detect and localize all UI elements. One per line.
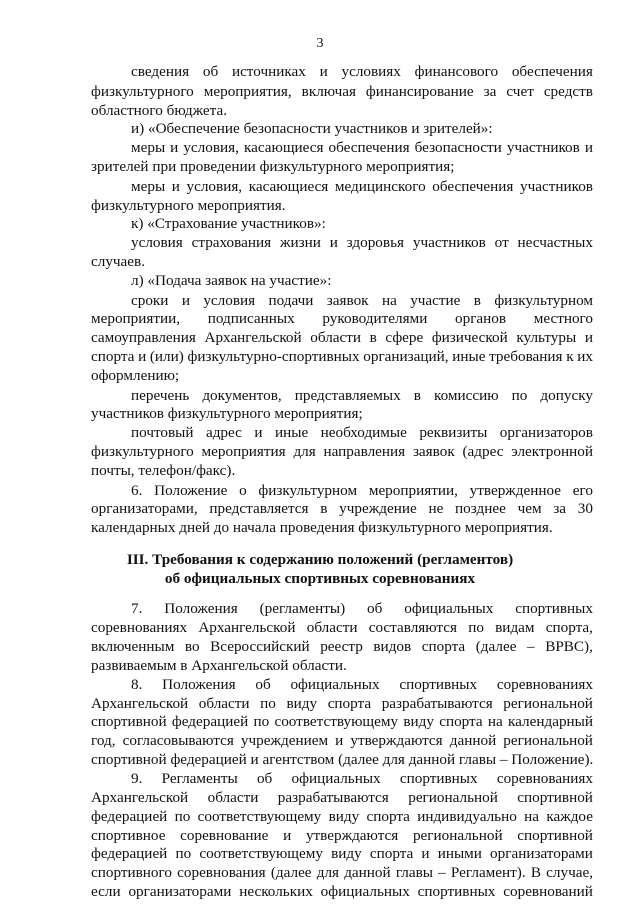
word: случае,: [546, 864, 593, 882]
word: (далее: [270, 864, 312, 882]
word: участие: [410, 291, 461, 309]
word: не: [428, 500, 444, 518]
word: главы: [395, 864, 433, 882]
word: Архангельской: [91, 788, 189, 806]
word: реестр: [320, 638, 363, 656]
word: спортивного: [91, 864, 172, 882]
word: здоровья: [346, 234, 404, 252]
word: документов,: [202, 386, 282, 404]
word: от: [494, 234, 509, 252]
word: (адрес: [462, 443, 504, 461]
word: спорта: [369, 845, 414, 863]
word: во: [184, 638, 200, 656]
word: области: [198, 694, 250, 712]
word: сведения: [131, 63, 190, 80]
word: и: [335, 732, 344, 750]
word: физкультурного: [91, 82, 194, 100]
word: средств: [543, 82, 593, 100]
word: организаторами: [128, 883, 232, 900]
word: 30: [577, 500, 593, 518]
word: В: [530, 864, 541, 882]
section-heading: об официальных спортивных соревнованиях: [164, 570, 476, 588]
word: соревнованиях: [91, 619, 188, 637]
word: для: [316, 864, 340, 882]
word: физкультурном: [258, 481, 358, 499]
word: заявок: [326, 291, 369, 309]
word: (регламенты): [259, 600, 346, 618]
word: утверждаются: [350, 732, 443, 750]
word: официальных: [291, 770, 381, 787]
word: в: [320, 500, 328, 518]
word: иные: [274, 424, 309, 442]
text-line: почты, телефон/факс).: [91, 461, 236, 479]
word: для: [293, 443, 316, 461]
word: его: [572, 481, 593, 499]
word: области: [310, 329, 362, 347]
word: Всероссийский: [210, 638, 310, 656]
word: культуры: [516, 329, 577, 347]
word: чем: [517, 500, 542, 518]
text-line: календарных дней до начала проведения физкультурного мероприятия.: [91, 519, 553, 537]
word: условия,: [186, 177, 243, 195]
word: физической: [431, 329, 508, 347]
word: мероприятия,: [203, 82, 292, 100]
word: соревнованиях: [496, 675, 593, 693]
word: Архангельской: [91, 694, 189, 712]
word: за: [553, 500, 567, 518]
page-number: 3: [316, 36, 324, 51]
word: и: [319, 63, 328, 80]
word: включенным: [91, 638, 175, 656]
word: на: [381, 291, 397, 309]
word: каждое: [546, 807, 593, 825]
word: об: [367, 600, 383, 618]
word: касающиеся: [248, 177, 329, 195]
word: федерацией: [171, 713, 249, 731]
word: финансового: [414, 63, 499, 80]
word: условия: [131, 234, 183, 252]
word: организаторов: [499, 424, 593, 442]
word: мероприятия: [201, 443, 286, 461]
word: официальных: [320, 883, 410, 900]
word: видов: [373, 638, 412, 656]
word: обеспечения: [328, 139, 410, 157]
word: организаций,: [363, 348, 449, 366]
word: медицинского: [334, 177, 426, 195]
word: соревнованиях: [496, 770, 593, 787]
word: спортивной: [517, 788, 593, 806]
word: позднее: [455, 500, 506, 518]
word: –: [527, 638, 535, 656]
word: виду: [328, 807, 360, 825]
word: условия,: [183, 139, 239, 157]
word: спортивное: [91, 826, 166, 844]
word: сроки: [131, 291, 169, 309]
word: составляются: [368, 619, 457, 637]
word: разрабатываются: [277, 788, 389, 806]
word: соответствующему: [274, 713, 399, 731]
word: нескольких: [239, 883, 313, 900]
word: соответствующему: [199, 845, 323, 863]
word: и: [329, 234, 338, 252]
word: и: [584, 139, 593, 157]
word: региональной: [408, 788, 498, 806]
word: условиях: [341, 63, 401, 80]
word: и: [421, 845, 430, 863]
word: согласовываются: [122, 732, 234, 750]
word: (далее: [475, 638, 517, 656]
word: Архангельской: [198, 619, 296, 637]
word: направления: [323, 443, 406, 461]
word: Архангельской: [204, 329, 302, 347]
word: условия: [203, 291, 256, 309]
word: иными: [437, 845, 482, 863]
word: виду: [286, 694, 318, 712]
word: 7.: [131, 600, 143, 618]
word: физкультурного: [91, 443, 194, 461]
word: спортивных: [417, 883, 496, 900]
word: ВРВС),: [545, 638, 593, 656]
word: требования: [489, 348, 563, 366]
word: несчастных: [517, 234, 593, 252]
word: календарный: [508, 713, 593, 731]
word: самоуправления: [91, 329, 196, 347]
word: в: [473, 291, 481, 309]
word: спорта: [421, 638, 466, 656]
word: соответствующему: [197, 807, 322, 825]
word: спорта: [439, 713, 483, 731]
word: источниках: [231, 63, 306, 80]
word: мероприятии,: [368, 481, 458, 499]
word: утвержденное: [469, 481, 562, 499]
word: федерацией: [91, 807, 168, 825]
word: электронной: [511, 443, 593, 461]
word: их: [577, 348, 593, 366]
word: по: [253, 713, 270, 731]
word: органов: [455, 310, 507, 328]
word: учреждение: [339, 500, 417, 518]
word: подачи: [268, 291, 314, 309]
word: за: [483, 82, 497, 100]
text-line: оформлению;: [91, 366, 180, 384]
word: по: [175, 845, 192, 863]
word: представляется: [209, 500, 309, 518]
word: и: [254, 424, 263, 442]
word: касающиеся: [243, 139, 324, 157]
word: безопасности: [414, 139, 502, 157]
word: год,: [91, 732, 116, 750]
text-line: [91, 880, 593, 904]
word: области: [207, 788, 259, 806]
word: соревнований: [503, 883, 593, 900]
word: комиссию: [433, 386, 499, 404]
word: спортивных: [399, 770, 478, 787]
word: физкультурном: [494, 291, 593, 309]
word: если: [91, 883, 121, 900]
word: представляемых: [294, 386, 401, 404]
word: спорта: [327, 694, 372, 712]
word: участников: [412, 234, 486, 252]
word: данной: [344, 864, 391, 882]
word: и: [584, 329, 593, 347]
text-line: развиваемым в Архангельской области.: [91, 656, 347, 674]
word: участников: [506, 139, 580, 157]
word: подписанных: [207, 310, 295, 328]
text-line: спортивной федерацией и агентством (далее для данной главы – Положение).: [91, 751, 594, 769]
word: по: [468, 619, 484, 637]
word: обеспечения: [432, 177, 514, 195]
text-line: и) «Обеспечение безопасности участников и зрителей»:: [131, 120, 493, 138]
word: региональной: [503, 732, 593, 750]
word: иные: [452, 348, 486, 366]
word: виду: [403, 713, 434, 731]
word: меры: [131, 177, 166, 195]
word: спорта: [366, 807, 410, 825]
word: соревнования: [177, 864, 266, 882]
text-line: участников физкультурного мероприятия;: [91, 405, 363, 423]
word: в: [369, 329, 377, 347]
word: по: [511, 386, 528, 404]
word: 8.: [131, 675, 143, 693]
text-line: физкультурного мероприятия.: [91, 196, 286, 214]
word: руководителями: [322, 310, 428, 328]
word: разрабатываются: [381, 694, 493, 712]
word: о: [239, 481, 247, 499]
text-line: областного бюджета.: [91, 101, 228, 119]
word: местного: [533, 310, 593, 328]
word: мероприятии,: [91, 310, 181, 328]
word: области: [306, 619, 358, 637]
word: Регламенты: [161, 770, 238, 787]
word: Положение: [154, 481, 228, 499]
word: –: [438, 864, 446, 882]
word: обеспечения: [511, 63, 593, 80]
word: заявок: [412, 443, 455, 461]
word: и: [283, 826, 292, 844]
word: и: [138, 348, 147, 366]
text-line: зрителей при проведении физкультурного мероприятия;: [91, 158, 455, 175]
word: федерацией: [91, 845, 168, 863]
word: на: [487, 713, 503, 731]
word: региональной: [412, 826, 503, 844]
word: и: [171, 177, 180, 195]
word: спортивных: [399, 675, 478, 693]
word: спорта: [91, 348, 135, 366]
word: об: [202, 63, 219, 80]
word: участников: [520, 177, 593, 195]
word: организаторами: [490, 845, 593, 863]
word: Положения: [162, 675, 236, 693]
word: сфере: [385, 329, 424, 347]
word: почтовый: [131, 424, 194, 442]
word: страхования: [191, 234, 272, 252]
word: спорта,: [545, 619, 593, 637]
word: перечень: [131, 386, 190, 404]
word: жизни: [279, 234, 321, 252]
word: меры: [131, 139, 166, 157]
word: региональной: [503, 694, 593, 712]
word: включая: [301, 82, 356, 100]
word: данной: [449, 732, 497, 750]
word: 9.: [131, 770, 143, 787]
word: (или): [149, 348, 184, 366]
word: 6.: [131, 481, 143, 499]
word: на: [524, 807, 540, 825]
word: допуску: [540, 386, 593, 404]
word: в: [413, 386, 421, 404]
word: официальных: [404, 600, 494, 618]
section-heading: III. Требования к содержанию положений (регламентов): [126, 551, 514, 569]
word: к: [566, 348, 574, 366]
word: необходимые: [320, 424, 407, 442]
word: виду: [331, 845, 362, 863]
word: по: [260, 694, 276, 712]
word: об: [256, 770, 273, 787]
word: Регламент).: [450, 864, 526, 882]
word: утверждаются: [305, 826, 399, 844]
word: спортивных: [515, 600, 593, 618]
text-line: л) «Подача заявок на участие»:: [131, 271, 332, 289]
word: и: [170, 139, 179, 157]
word: спортивной: [517, 826, 593, 844]
word: спортивной: [91, 713, 167, 731]
word: финансирование: [365, 82, 474, 100]
word: физкультурно-спортивных: [187, 348, 360, 366]
word: счет: [506, 82, 534, 100]
word: видам: [495, 619, 535, 637]
word: об: [255, 675, 271, 693]
word: соревнование: [180, 826, 269, 844]
text-line: случаев.: [91, 253, 146, 270]
word: Положения: [164, 600, 238, 618]
word: адрес: [205, 424, 242, 442]
text-line: к) «Страхование участников»:: [131, 215, 326, 233]
word: учреждением: [240, 732, 329, 750]
word: официальных: [290, 675, 380, 693]
word: реквизиты: [419, 424, 488, 442]
word: по: [174, 807, 191, 825]
word: и: [181, 291, 190, 309]
word: организаторами,: [91, 500, 198, 518]
word: индивидуально: [417, 807, 517, 825]
